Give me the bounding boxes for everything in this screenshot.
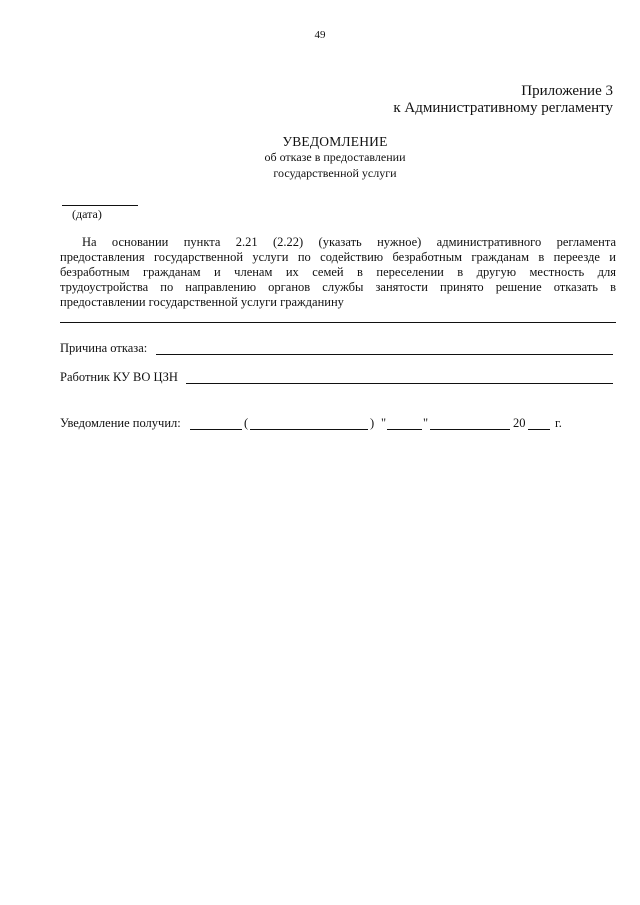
paragraph-line: безработным гражданам и членам их семей в переселении в другую местность для (60, 265, 616, 279)
document-subtitle-line2: государственной услуги (273, 166, 397, 180)
refusal-reason-label: Причина отказа: (60, 341, 148, 355)
document-subtitle-line1: об отказе в предоставлении (264, 150, 406, 164)
appendix-label: Приложение 3 (521, 83, 613, 99)
day-blank-line (387, 429, 422, 430)
paren-open: ( (244, 416, 249, 430)
appendix-reference: к Административному регламенту (393, 100, 613, 116)
refusal-reason-blank-line (156, 354, 613, 355)
citizen-name-blank-line (60, 322, 616, 323)
signature-blank-line (190, 429, 242, 430)
day-quote-open: " (381, 416, 387, 430)
employee-blank-line (186, 383, 613, 384)
day-quote-close: " (423, 416, 429, 430)
page-number: 49 (314, 29, 326, 41)
employee-label: Работник КУ ВО ЦЗН (60, 370, 178, 384)
paragraph-line: предоставления государственной услуги по содействию безработным гражданам в переезде и (60, 250, 616, 264)
receipt-label: Уведомление получил: (60, 416, 181, 430)
paragraph-line: трудоустройства по направлению органов службы занятости принято решение отказать в (60, 280, 616, 294)
year-suffix: г. (555, 416, 562, 430)
month-blank-line (430, 429, 510, 430)
paragraph-line: предоставлении государственной услуги гражданину (60, 295, 344, 309)
year-prefix: 20 (513, 416, 526, 430)
date-blank-line (62, 205, 138, 206)
document-title: УВЕДОМЛЕНИЕ (282, 134, 388, 149)
year-blank-line (528, 429, 550, 430)
date-label: (дата) (72, 207, 102, 221)
full-name-blank-line (250, 429, 368, 430)
paragraph-line: На основании пункта 2.21 (2.22) (указать нужное) административного регламента (82, 235, 616, 249)
paren-close: ) (370, 416, 375, 430)
